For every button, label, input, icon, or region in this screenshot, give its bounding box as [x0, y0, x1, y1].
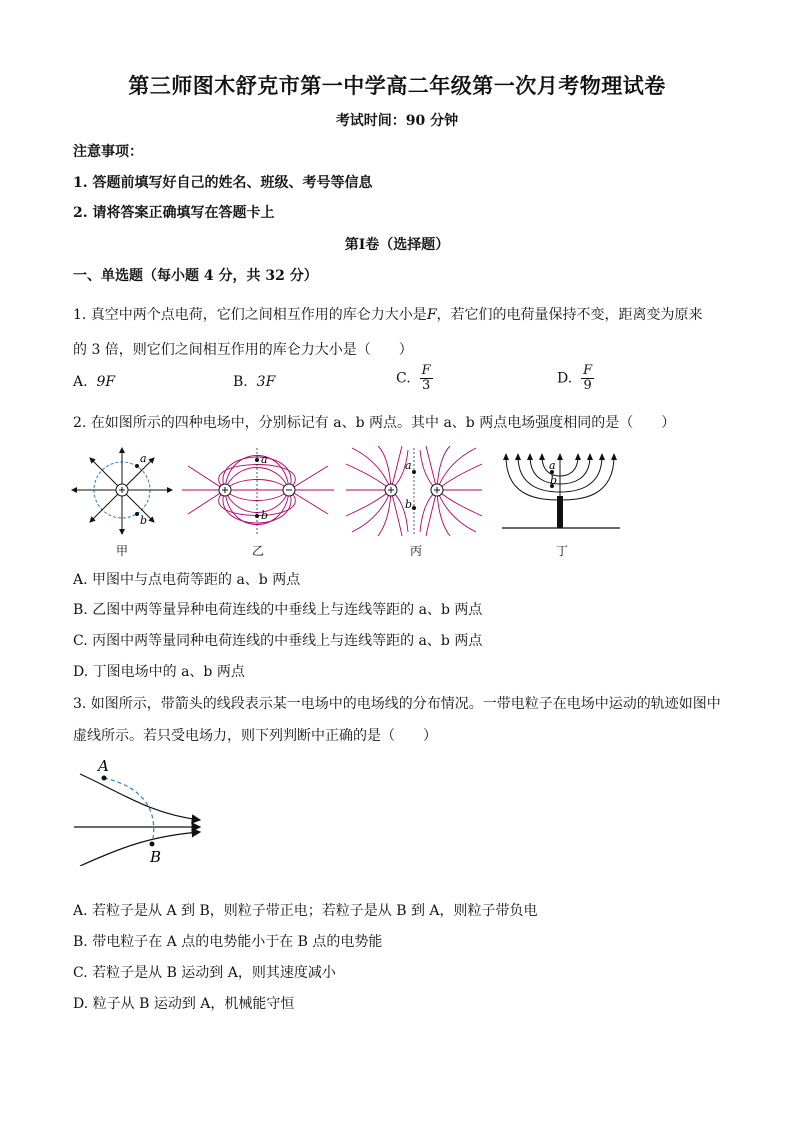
q3-option-c[interactable]: C. 若粒子是从 B 运动到 A，则其速度减小 [73, 965, 336, 981]
q3-option-d[interactable]: D. 粒子从 B 运动到 A，机械能守恒 [73, 996, 295, 1012]
option-label: D. [557, 370, 573, 387]
option-label: A. [73, 374, 88, 390]
q3-line2: 虚线所示。若只受电场力，则下列判断中正确的是（ ） [73, 728, 437, 744]
q2-option-c[interactable]: C. 丙图中两等量同种电荷连线的中垂线上与连线等距的 a、b 两点 [73, 633, 483, 649]
volume-heading: 第Ⅰ卷（选择题） [344, 237, 450, 253]
point-a-label: a [549, 459, 556, 472]
point-a-label: a [405, 459, 412, 472]
figure-ding [500, 450, 624, 536]
q3-option-a[interactable]: A. 若粒子是从 A 到 B，则粒子带正电；若粒子是从 B 到 A，则粒子带负电 [73, 903, 538, 919]
fig-label-yi: 乙 [251, 544, 264, 558]
option-label: C. [396, 370, 411, 387]
point-b-label: b [405, 498, 413, 511]
point-a-label: a [140, 452, 147, 465]
point-b-label: b [140, 514, 148, 527]
q1-symbol: F [426, 307, 437, 323]
q3-option-b[interactable]: B. 带电粒子在 A 点的电势能小于在 B 点的电势能 [73, 934, 383, 950]
point-B-label: B [150, 848, 162, 866]
q2-option-d[interactable]: D. 丁图电场中的 a、b 两点 [73, 664, 245, 680]
fig-label-bing: 丙 [409, 544, 422, 558]
fig-label-ding: 丁 [555, 544, 568, 558]
q1-text-a: 1. 真空中两个点电荷，它们之间相互作用的库仑力大小是 [73, 307, 427, 323]
point-A-label: A [98, 757, 109, 775]
q3-figure [70, 756, 210, 866]
q1-text-b: ，若它们的电荷量保持不变，距离变为原来 [436, 307, 703, 323]
figure-bing [344, 446, 484, 538]
q2-stem: 2. 在如图所示的四种电场中，分别标记有 a、b 两点。其中 a、b 两点电场强度相同的是（ ） [73, 415, 676, 431]
page-title: 第三师图木舒克市第一中学高二年级第一次月考物理试卷 [128, 73, 666, 98]
point-a-label: a [261, 453, 268, 466]
note-item-1: 1. 答题前填写好自己的姓名、班级、考号等信息 [73, 175, 373, 191]
fraction: $\frac{F}{3}$ [421, 363, 431, 393]
q1-option-b[interactable] [233, 374, 275, 390]
q1-line2: 的 3 倍，则它们之间相互作用的库仑力大小是（ ） [73, 342, 413, 358]
part-heading: 一、单选题（每小题 4 分，共 32 分） [73, 268, 318, 284]
q2-option-a[interactable]: A. 甲图中与点电荷等距的 a、b 两点 [73, 572, 301, 588]
q1-line1 [73, 304, 703, 324]
option-text: 9F [96, 374, 116, 390]
point-b-label: b [550, 474, 558, 487]
fig-label-jia: 甲 [115, 544, 128, 558]
notes-heading: 注意事项： [73, 144, 143, 160]
figure-jia [68, 446, 176, 538]
fraction: $\frac{F}{9}$ [583, 363, 593, 393]
note-item-2: 2. 请将答案正确填写在答题卡上 [73, 205, 275, 221]
q2-option-b[interactable]: B. 乙图中两等量异种电荷连线的中垂线上与连线等距的 a、b 两点 [73, 602, 483, 618]
q1-option-a[interactable] [73, 374, 115, 390]
figure-yi [178, 446, 338, 538]
exam-duration: 考试时间：90 分钟 [335, 113, 459, 129]
point-b-label: b [261, 509, 269, 522]
q3-line1: 3. 如图所示，带箭头的线段表示某一电场中的电场线的分布情况。一带电粒子在电场中运动的轨迹如图中 [73, 696, 721, 712]
q1-option-c[interactable] [396, 364, 433, 393]
option-text: 3F [256, 374, 276, 390]
q1-option-d[interactable] [557, 364, 594, 393]
option-label: B. [233, 374, 248, 390]
